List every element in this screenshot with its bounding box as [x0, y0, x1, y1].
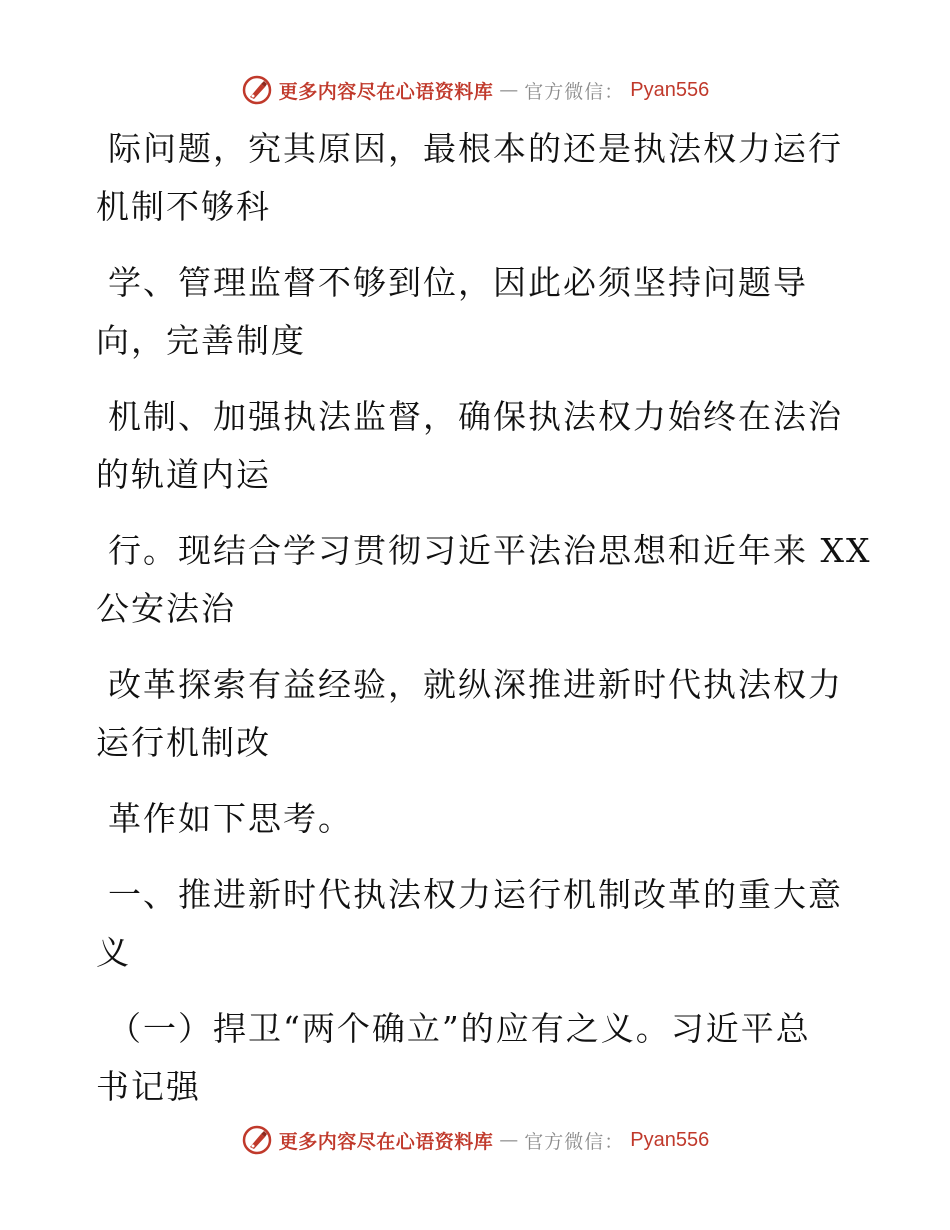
header-brand-text: 更多内容尽在心语资料库	[278, 80, 494, 103]
header-wechat-label: 官方微信：	[524, 80, 625, 103]
paragraph-6	[96, 790, 866, 848]
footer-separator: —	[499, 1129, 519, 1151]
paragraph-line: 公安法治	[96, 589, 236, 628]
page-footer	[0, 1120, 950, 1160]
subsection-1	[96, 1000, 866, 1116]
section-heading-1	[96, 866, 866, 982]
paragraph-3	[96, 388, 866, 504]
paragraph-line: 际问题，究其原因，最根本的还是执法权力运行	[108, 129, 843, 168]
paragraph-line: （一）捍卫“两个确立”的应有之义。习近平总	[108, 1009, 811, 1048]
footer-wechat-id: Pyan556	[630, 1128, 710, 1151]
footer-wechat-label: 官方微信：	[524, 1130, 625, 1153]
paragraph-line: 运行机制改	[96, 723, 271, 762]
paragraph-5	[96, 656, 866, 772]
fountain-pen-circle-icon	[241, 74, 273, 106]
paragraph-line: 机制、加强执法监督，确保执法权力始终在法治	[108, 397, 843, 436]
paragraph-line: 机制不够科	[96, 187, 271, 226]
fountain-pen-circle-icon	[241, 1124, 273, 1156]
page-header	[0, 70, 950, 110]
paragraph-line: 革作如下思考。	[108, 799, 353, 838]
footer-brand-text: 更多内容尽在心语资料库	[278, 1130, 494, 1153]
paragraph-1	[96, 120, 866, 236]
paragraph-2	[96, 254, 866, 370]
header-brand	[241, 74, 710, 106]
header-separator: —	[499, 79, 519, 101]
paragraph-line: 的轨道内运	[96, 455, 271, 494]
paragraph-line: 向，完善制度	[96, 321, 306, 360]
footer-brand	[241, 1124, 710, 1156]
section-heading-line: 义	[96, 933, 131, 972]
paragraph-line: 学、管理监督不够到位，因此必须坚持问题导	[108, 263, 808, 302]
paragraph-line: 书记强	[96, 1067, 201, 1106]
document-body	[96, 120, 872, 1134]
paragraph-4	[96, 522, 872, 638]
section-heading-line: 一、推进新时代执法权力运行机制改革的重大意	[108, 875, 843, 914]
paragraph-line: 行。现结合学习贯彻习近平法治思想和近年来 XX	[108, 531, 872, 570]
paragraph-line: 改革探索有益经验，就纵深推进新时代执法权力	[108, 665, 843, 704]
header-wechat-id: Pyan556	[630, 78, 710, 101]
